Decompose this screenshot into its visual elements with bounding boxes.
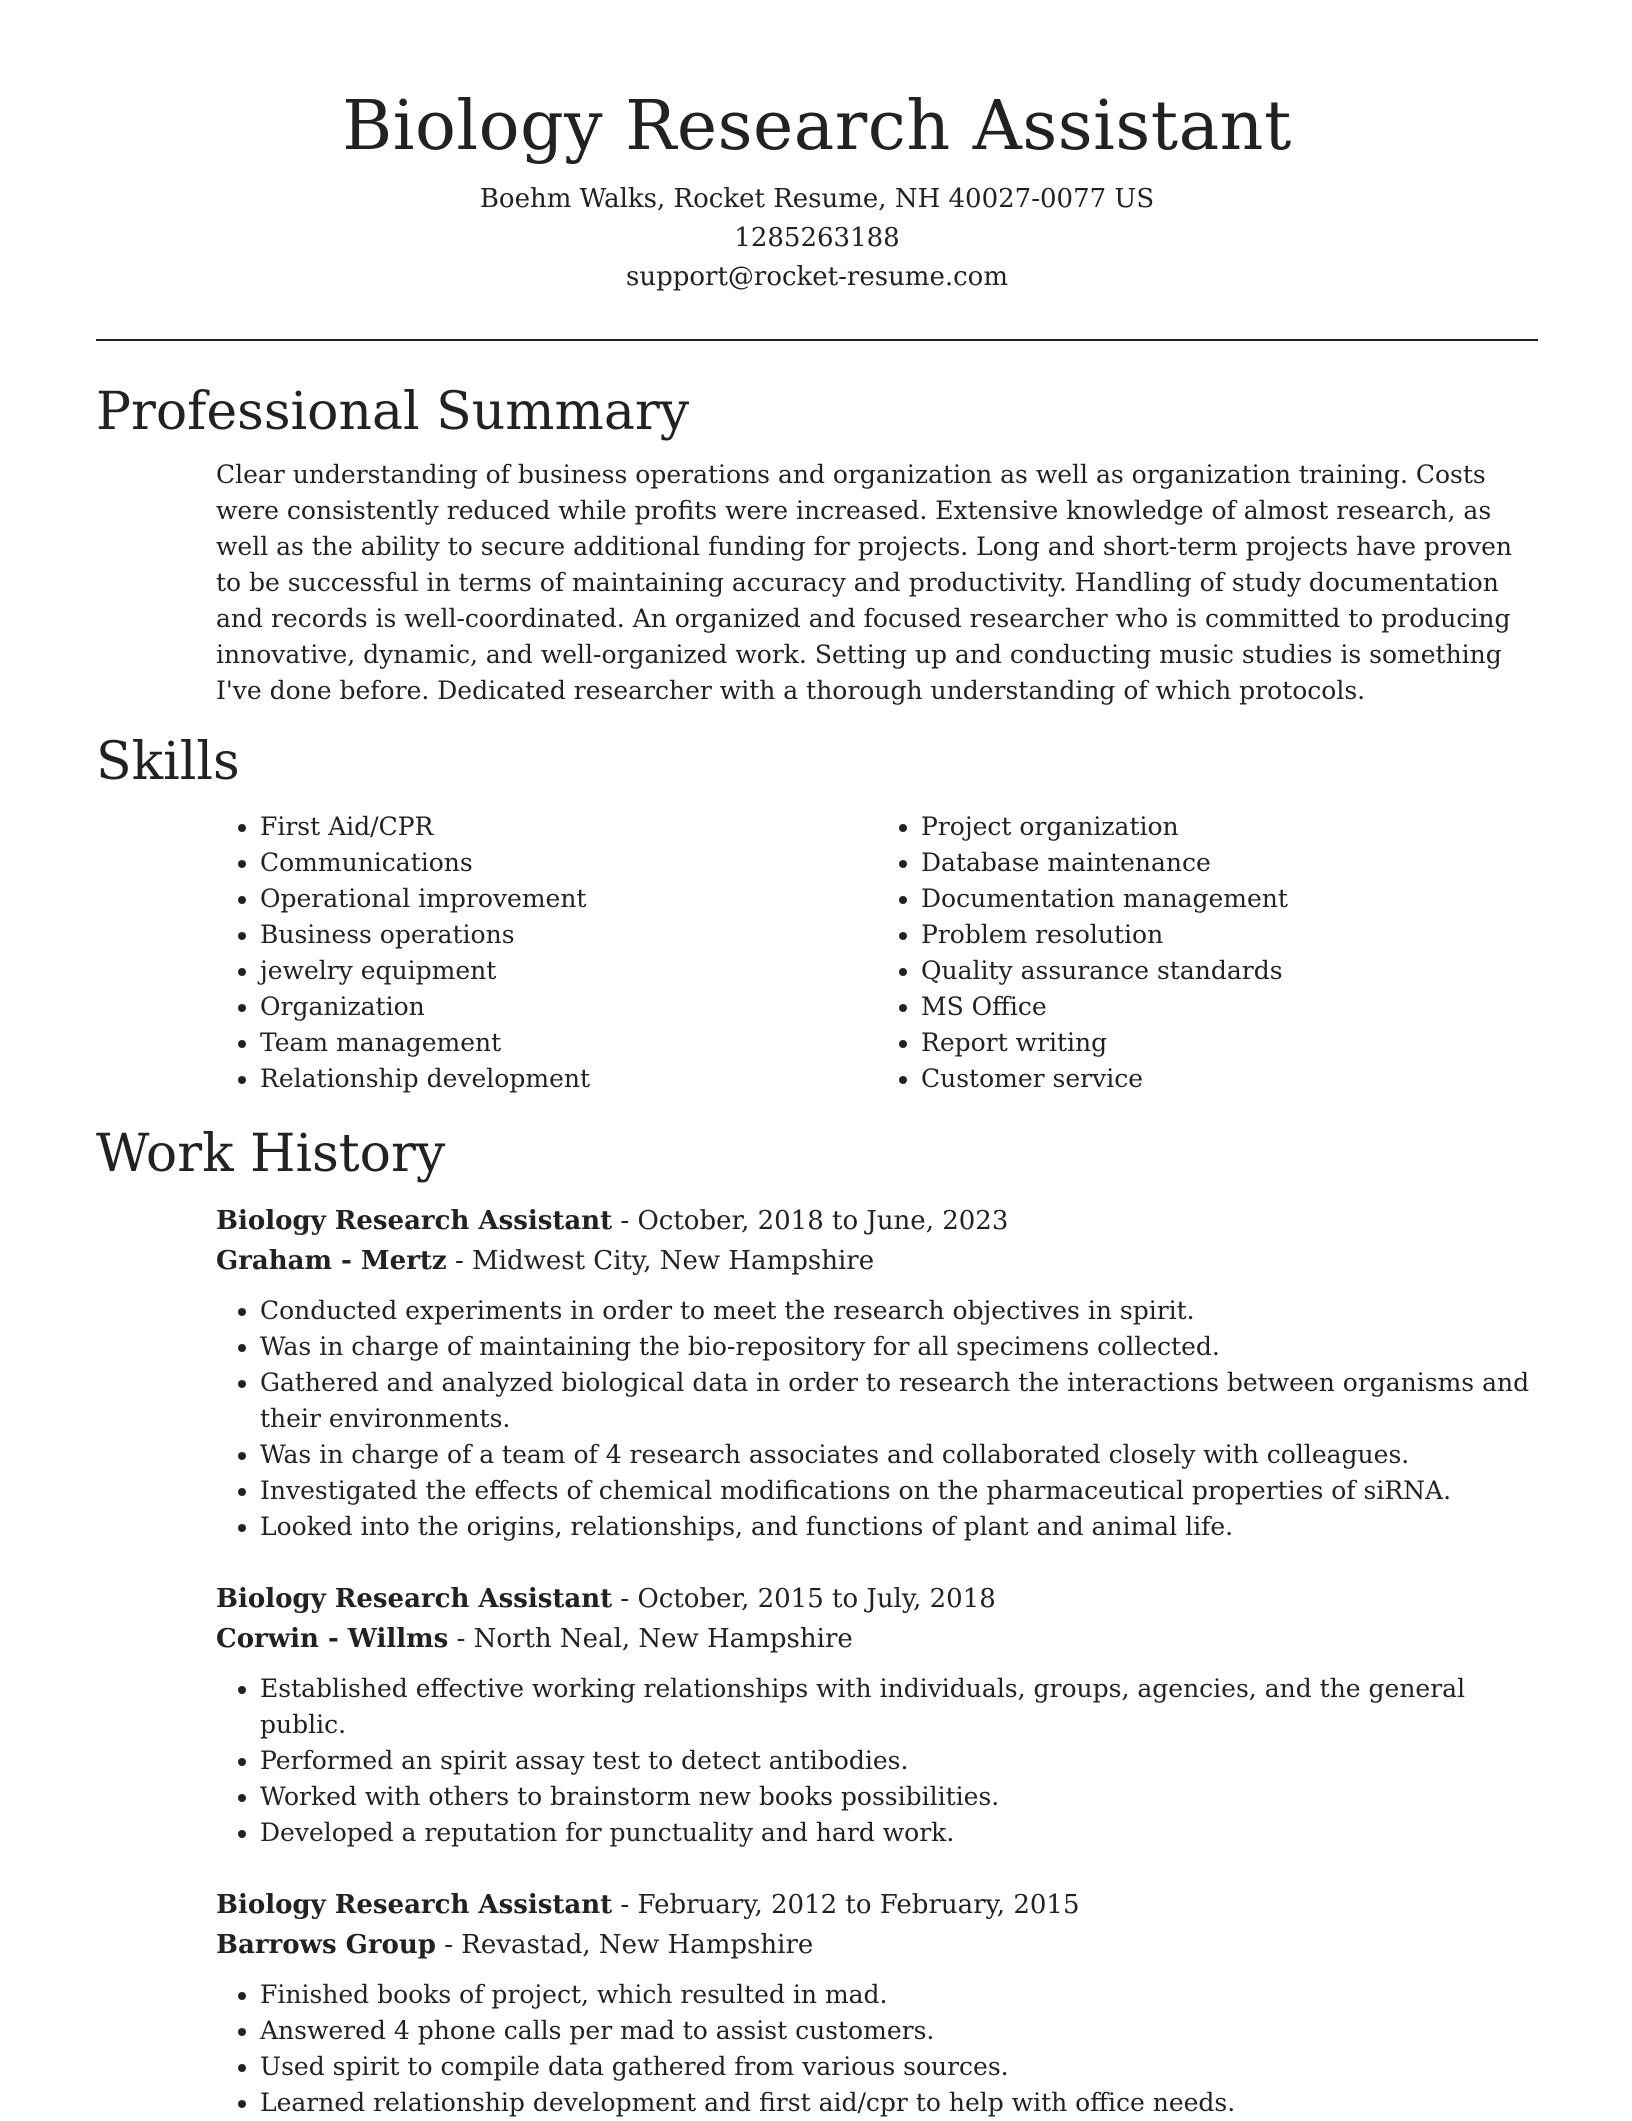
job-location: Midwest City, New Hampshire bbox=[472, 1246, 875, 1276]
skill-item: • Organization bbox=[260, 989, 877, 1025]
skill-item: • Relationship development bbox=[260, 1061, 877, 1097]
summary-heading: Professional Summary bbox=[96, 382, 690, 442]
skills-section bbox=[96, 729, 1538, 1097]
job-company: Corwin - Willms bbox=[216, 1624, 449, 1654]
skill-item: • First Aid/CPR bbox=[260, 809, 877, 845]
job-bullet: • Answered 4 phone calls per mad to assist customers. bbox=[260, 2013, 1540, 2049]
job-location: Revastad, New Hampshire bbox=[461, 1930, 814, 1960]
skill-item: • MS Office bbox=[921, 989, 1538, 1025]
job-bullet: • Was in charge of a team of 4 research associates and collaborated closely with colleagues. bbox=[260, 1437, 1540, 1473]
skills-heading: Skills bbox=[96, 732, 240, 792]
job-dates: October, 2018 to June, 2023 bbox=[637, 1206, 1009, 1236]
job-title-line: Biology Research Assistant - October, 2015 to July, 2018 bbox=[216, 1584, 996, 1614]
summary-text: Clear understanding of business operations and organization as well as organization training. Costs were consistently reduced while profits were increased. Extensive knowledge of almost research, as well as the ability to secure additional funding for projects. Long and short-term projects have proven to be successful in terms of maintaining accuracy and productivity. Handling of study documentation and records is well-coordinated. An organized and focused researcher who is committed to producing innovative, dynamic, and well-organized work. Setting up and conducting music studies is something I've done before. Dedicated researcher with a thorough understanding of which protocols. bbox=[216, 460, 1512, 705]
skill-item: • Operational improvement bbox=[260, 881, 877, 917]
skills-column-left bbox=[216, 809, 877, 1097]
job-bullet: • Used spirit to compile data gathered from various sources. bbox=[260, 2049, 1540, 2085]
job-company-line: Barrows Group - Revastad, New Hampshire bbox=[216, 1930, 814, 1960]
skill-item: • Team management bbox=[260, 1025, 877, 1061]
job-bullet: • Developed a reputation for punctuality and hard work. bbox=[260, 1815, 1540, 1851]
work-history-section bbox=[96, 1121, 1538, 2121]
job-dates: October, 2015 to July, 2018 bbox=[637, 1584, 996, 1614]
email-text: support@rocket-resume.com bbox=[625, 262, 1008, 292]
job-title: Biology Research Assistant bbox=[216, 1584, 613, 1614]
skill-item: • Communications bbox=[260, 845, 877, 881]
job-bullet: • Finished books of project, which resulted in mad. bbox=[260, 1977, 1540, 2013]
job-bullet: • Conducted experiments in order to meet the research objectives in spirit. bbox=[260, 1293, 1540, 1329]
job-bullet: • Worked with others to brainstorm new books possibilities. bbox=[260, 1779, 1540, 1815]
job-location: North Neal, New Hampshire bbox=[473, 1624, 853, 1654]
job-company-line: Corwin - Willms - North Neal, New Hampshire bbox=[216, 1624, 853, 1654]
skills-column-right bbox=[877, 809, 1538, 1097]
resume-page bbox=[96, 0, 1538, 2121]
job-bullet: • Looked into the origins, relationships, and functions of plant and animal life. bbox=[260, 1509, 1540, 1545]
job-bullets bbox=[216, 1977, 1540, 2121]
job-entry bbox=[216, 1885, 1538, 2121]
resume-header bbox=[96, 0, 1538, 297]
job-title: Biology Research Assistant bbox=[216, 1890, 613, 1920]
job-bullets bbox=[216, 1293, 1540, 1545]
job-title: Biology Research Assistant bbox=[216, 1206, 613, 1236]
skill-item: • jewelry equipment bbox=[260, 953, 877, 989]
skill-item: • Problem resolution bbox=[921, 917, 1538, 953]
skill-item: • Quality assurance standards bbox=[921, 953, 1538, 989]
skills-grid bbox=[216, 809, 1538, 1097]
skill-item: • Project organization bbox=[921, 809, 1538, 845]
job-title-line: Biology Research Assistant - February, 2012 to February, 2015 bbox=[216, 1890, 1080, 1920]
candidate-name: Biology Research Assistant bbox=[342, 87, 1292, 166]
contact-info bbox=[96, 180, 1538, 297]
phone-text: 1285263188 bbox=[734, 223, 900, 253]
job-entry bbox=[216, 1579, 1538, 1851]
skill-item: • Report writing bbox=[921, 1025, 1538, 1061]
job-bullet: • Established effective working relationships with individuals, groups, agencies, and the general public. bbox=[260, 1671, 1540, 1743]
job-title-line: Biology Research Assistant - October, 2018 to June, 2023 bbox=[216, 1206, 1009, 1236]
job-bullet: • Gathered and analyzed biological data in order to research the interactions between organisms and their environments. bbox=[260, 1365, 1540, 1437]
job-bullets bbox=[216, 1671, 1540, 1851]
skill-item: • Customer service bbox=[921, 1061, 1538, 1097]
address-text: Boehm Walks, Rocket Resume, NH 40027-0077 US bbox=[479, 184, 1155, 214]
job-company: Graham - Mertz bbox=[216, 1246, 447, 1276]
skill-item: • Documentation management bbox=[921, 881, 1538, 917]
job-company: Barrows Group bbox=[216, 1930, 436, 1960]
skill-item: • Business operations bbox=[260, 917, 877, 953]
summary-section bbox=[96, 379, 1538, 709]
skill-item: • Database maintenance bbox=[921, 845, 1538, 881]
job-bullet: • Was in charge of maintaining the bio-repository for all specimens collected. bbox=[260, 1329, 1540, 1365]
job-bullet: • Learned relationship development and first aid/cpr to help with office needs. bbox=[260, 2085, 1540, 2121]
job-dates: February, 2012 to February, 2015 bbox=[637, 1890, 1080, 1920]
header-divider bbox=[96, 339, 1538, 341]
job-company-line: Graham - Mertz - Midwest City, New Hampshire bbox=[216, 1246, 875, 1276]
job-bullet: • Investigated the effects of chemical modifications on the pharmaceutical properties of siRNA. bbox=[260, 1473, 1540, 1509]
job-bullet: • Performed an spirit assay test to detect antibodies. bbox=[260, 1743, 1540, 1779]
work-history-heading: Work History bbox=[96, 1124, 446, 1184]
job-entry bbox=[216, 1201, 1538, 1545]
